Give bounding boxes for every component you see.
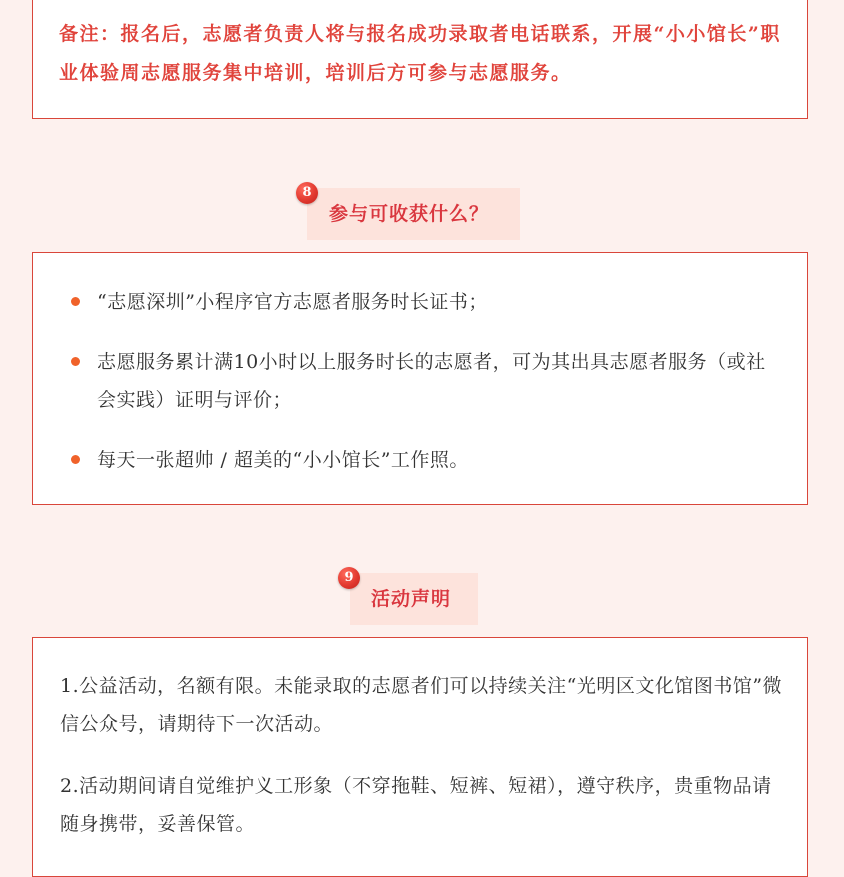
benefits-box	[32, 252, 808, 505]
list-item-text: “志愿深圳”小程序官方志愿者服务时长证书；	[97, 291, 488, 313]
declaration-paragraph: 2.活动期间请自觉维护义工形象（不穿拖鞋、短裤、短裙），遵守秩序，贵重物品请随身携带，妥善保管。	[60, 775, 772, 835]
section-heading-8	[296, 182, 522, 234]
declaration-box	[32, 637, 808, 877]
note-text: 备注：报名后，志愿者负责人将与报名成功录取者电话联系，开展“小小馆长”职业体验周志愿服务集中培训，培训后方可参与志愿服务。	[59, 23, 781, 84]
declaration-paragraph: 1.公益活动，名额有限。未能录取的志愿者们可以持续关注“光明区文化馆图书馆”微信公众号，请期待下一次活动。	[60, 675, 783, 735]
note-box	[32, 0, 808, 119]
bullet-dot-icon	[71, 357, 80, 366]
section-title-9: 活动声明	[371, 588, 452, 610]
number-badge-9: 9	[338, 567, 360, 589]
section-title-8: 参与可收获什么？	[329, 203, 490, 225]
benefits-list	[69, 283, 783, 479]
list-item-text: 志愿服务累计满10小时以上服务时长的志愿者，可为其出具志愿者服务（或社会实践）证明与评价；	[97, 351, 766, 411]
number-badge-8: 8	[296, 182, 318, 204]
section-heading-9	[338, 567, 480, 619]
list-item	[69, 343, 783, 419]
bullet-dot-icon	[71, 455, 80, 464]
list-item-text: 每天一张超帅 / 超美的“小小馆长”工作照。	[97, 449, 469, 471]
list-item	[69, 283, 783, 321]
bullet-dot-icon	[71, 297, 80, 306]
list-item	[69, 441, 783, 479]
